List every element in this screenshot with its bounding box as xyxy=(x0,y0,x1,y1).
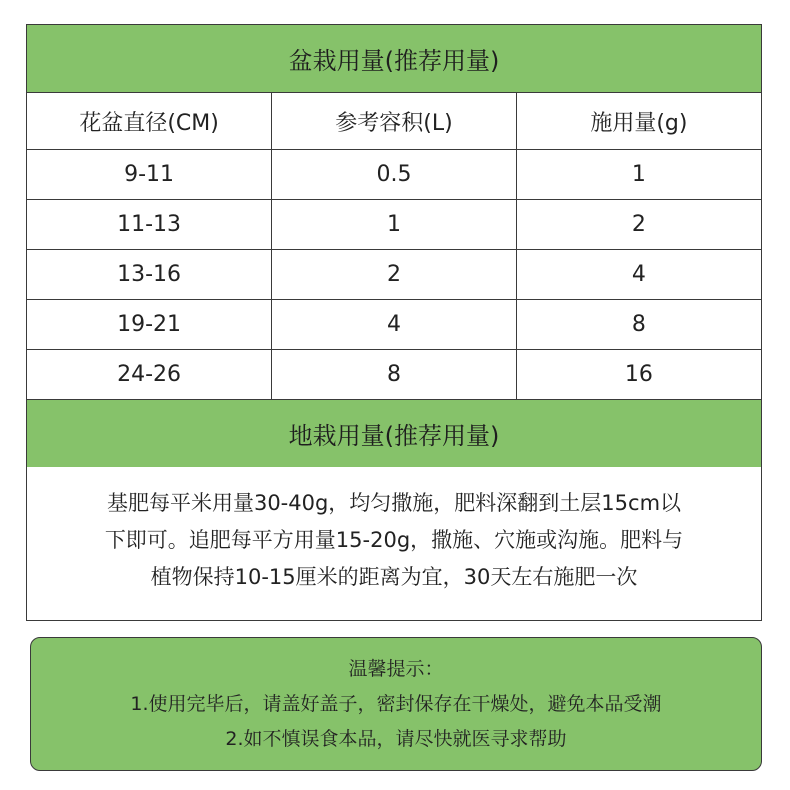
cell-diameter: 24-26 xyxy=(27,350,272,400)
ground-usage-description xyxy=(27,467,761,596)
tips-title: 温馨提示： xyxy=(348,658,444,680)
cell-amount: 16 xyxy=(516,350,761,400)
header-reference-volume: 参考容积(L) xyxy=(272,93,517,150)
pot-section-title: 盆栽用量(推荐用量) xyxy=(27,25,761,93)
table-header-row xyxy=(27,93,761,150)
cell-diameter: 19-21 xyxy=(27,300,272,350)
table-row xyxy=(27,200,761,250)
table-row xyxy=(27,300,761,350)
cell-volume: 0.5 xyxy=(272,150,517,200)
cell-volume: 8 xyxy=(272,350,517,400)
ground-text-line: 基肥每平米用量30-40g，均匀撒施，肥料深翻到土层15cm以 xyxy=(106,491,682,515)
ground-text-line: 植物保持10-15厘米的距离为宜，30天左右施肥一次 xyxy=(150,565,638,589)
cell-amount: 4 xyxy=(516,250,761,300)
ground-section-title: 地栽用量(推荐用量) xyxy=(27,399,761,467)
cell-volume: 1 xyxy=(272,200,517,250)
header-application-amount: 施用量(g) xyxy=(516,93,761,150)
usage-table-box xyxy=(26,24,762,621)
table-row xyxy=(27,150,761,200)
cell-diameter: 9-11 xyxy=(27,150,272,200)
cell-volume: 4 xyxy=(272,300,517,350)
cell-amount: 8 xyxy=(516,300,761,350)
table-row xyxy=(27,250,761,300)
tip-item: 1.使用完毕后，请盖好盖子，密封保存在干燥处，避免本品受潮 xyxy=(130,693,662,715)
cell-amount: 1 xyxy=(516,150,761,200)
table-row xyxy=(27,350,761,400)
cell-diameter: 13-16 xyxy=(27,250,272,300)
cell-volume: 2 xyxy=(272,250,517,300)
tip-item: 2.如不慎误食本品，请尽快就医寻求帮助 xyxy=(225,728,567,750)
tips-box xyxy=(30,637,762,771)
pot-usage-table xyxy=(27,93,761,399)
ground-text-line: 下即可。追肥每平方用量15-20g，撒施、穴施或沟施。肥料与 xyxy=(104,528,684,552)
cell-amount: 2 xyxy=(516,200,761,250)
header-pot-diameter: 花盆直径(CM) xyxy=(27,93,272,150)
cell-diameter: 11-13 xyxy=(27,200,272,250)
